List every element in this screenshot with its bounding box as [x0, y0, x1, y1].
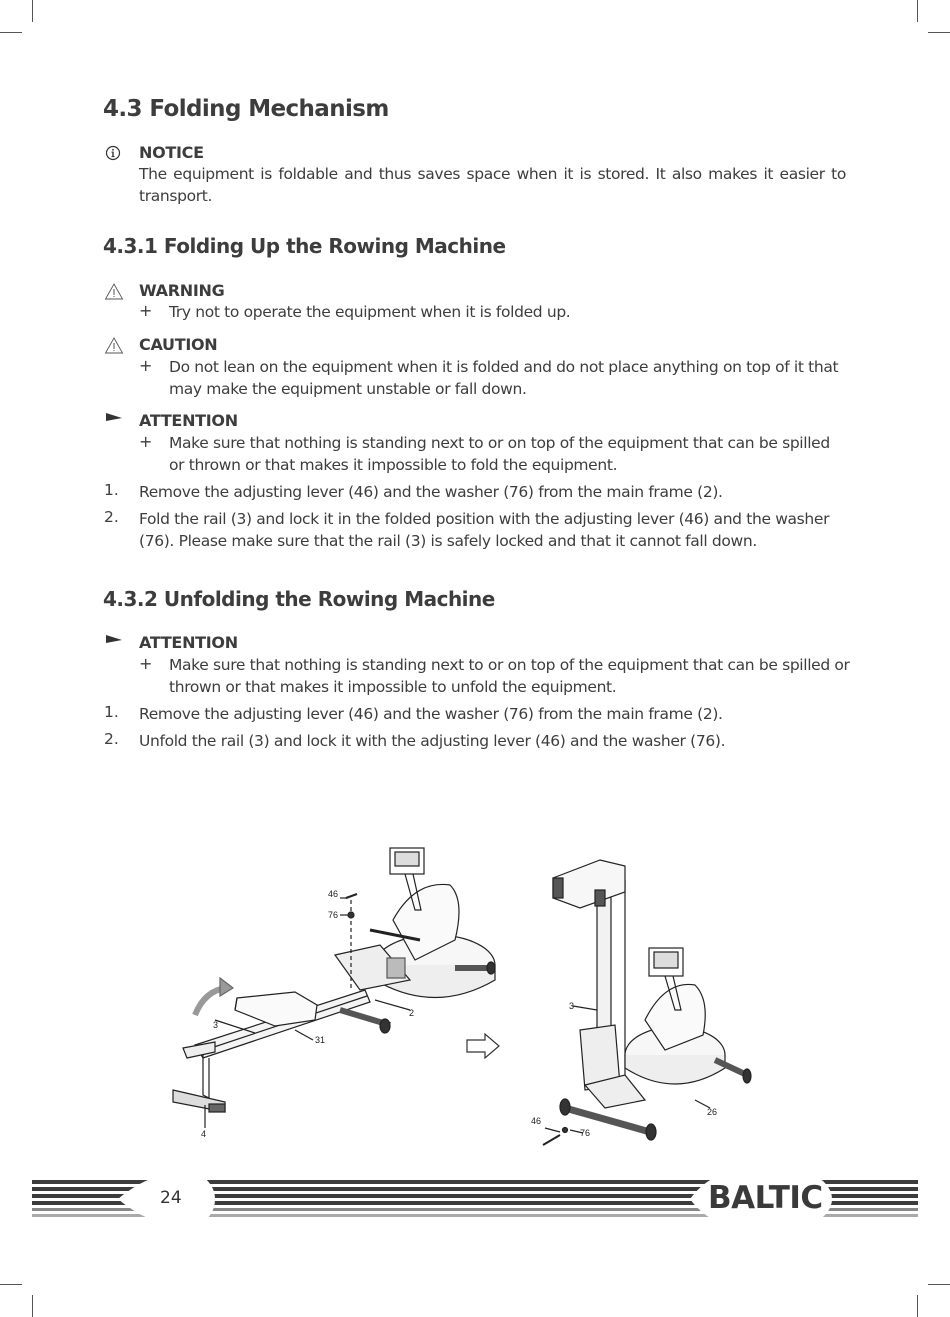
warning-icon [104, 282, 124, 302]
part-label: 76 [328, 910, 339, 920]
step-number: 2. [104, 508, 119, 526]
crop-mark [0, 1284, 22, 1285]
part-label: 46 [531, 1116, 542, 1126]
folding-title: 4.3.1 Folding Up the Rowing Machine [103, 234, 506, 258]
brand-logo: BALTIC [708, 1180, 823, 1216]
caution-item: Do not lean on the equipment when it is folded and do not place anything on top of it that may make the equipment unstable or fall down. [169, 358, 839, 398]
attention-arrow-icon [104, 632, 124, 652]
attention-item: Make sure that nothing is standing next to or on top of the equipment that can be spilled or thrown or that makes it impossible to fold the equipment. [169, 434, 830, 474]
crop-mark [928, 1284, 950, 1285]
bullet-plus: + [139, 356, 153, 375]
right-arrow-icon [465, 1032, 501, 1060]
warning-label: WARNING [139, 281, 225, 300]
bullet-plus: + [139, 432, 153, 451]
rowing-machine-folding-illustration [165, 840, 505, 1140]
part-label: 46 [328, 889, 339, 899]
bullet-plus: + [139, 654, 153, 673]
info-icon [104, 144, 124, 164]
step-number: 1. [104, 703, 119, 721]
attention-item: Make sure that nothing is standing next to or on top of the equipment that can be spilled or thrown or that makes it impossible to unfold the equipment. [169, 656, 850, 696]
step-text: Fold the rail (3) and lock it in the folded position with the adjusting lever (46) and the washer (76). Please make sure that the rail (3) is safely locked and that it cannot fall down. [139, 510, 830, 550]
part-label: 26 [707, 1107, 718, 1117]
crop-mark [928, 32, 950, 33]
part-label: 3 [569, 1001, 575, 1011]
caution-icon [104, 336, 124, 356]
notice-label: NOTICE [139, 143, 204, 162]
part-label: 76 [580, 1128, 591, 1138]
step-number: 2. [104, 730, 119, 748]
crop-mark [917, 0, 918, 22]
part-label: 4 [201, 1129, 207, 1139]
step-number: 1. [104, 481, 119, 499]
attention-arrow-icon [104, 410, 124, 430]
bullet-plus: + [139, 301, 153, 320]
page-number: 24 [160, 1188, 182, 1208]
step-text: Remove the adjusting lever (46) and the washer (76) from the main frame (2). [139, 705, 723, 723]
section-title: 4.3 Folding Mechanism [103, 96, 389, 122]
rowing-machine-folded-illustration [525, 850, 765, 1150]
caution-label: CAUTION [139, 335, 218, 354]
warning-item: Try not to operate the equipment when it is folded up. [169, 303, 571, 321]
crop-mark [32, 1295, 33, 1317]
crop-mark [917, 1295, 918, 1317]
attention-label: ATTENTION [139, 633, 238, 652]
step-text: Remove the adjusting lever (46) and the washer (76) from the main frame (2). [139, 483, 723, 501]
part-label: 31 [315, 1035, 326, 1045]
notice-text: The equipment is foldable and thus saves space when it is stored. It also makes it easier to transport. [139, 165, 846, 205]
part-label: 3 [213, 1020, 219, 1030]
part-label: 2 [409, 1008, 415, 1018]
attention-label: ATTENTION [139, 411, 238, 430]
step-text: Unfold the rail (3) and lock it with the adjusting lever (46) and the washer (76). [139, 732, 726, 750]
crop-mark [32, 0, 33, 22]
crop-mark [0, 32, 22, 33]
unfolding-title: 4.3.2 Unfolding the Rowing Machine [103, 587, 495, 611]
